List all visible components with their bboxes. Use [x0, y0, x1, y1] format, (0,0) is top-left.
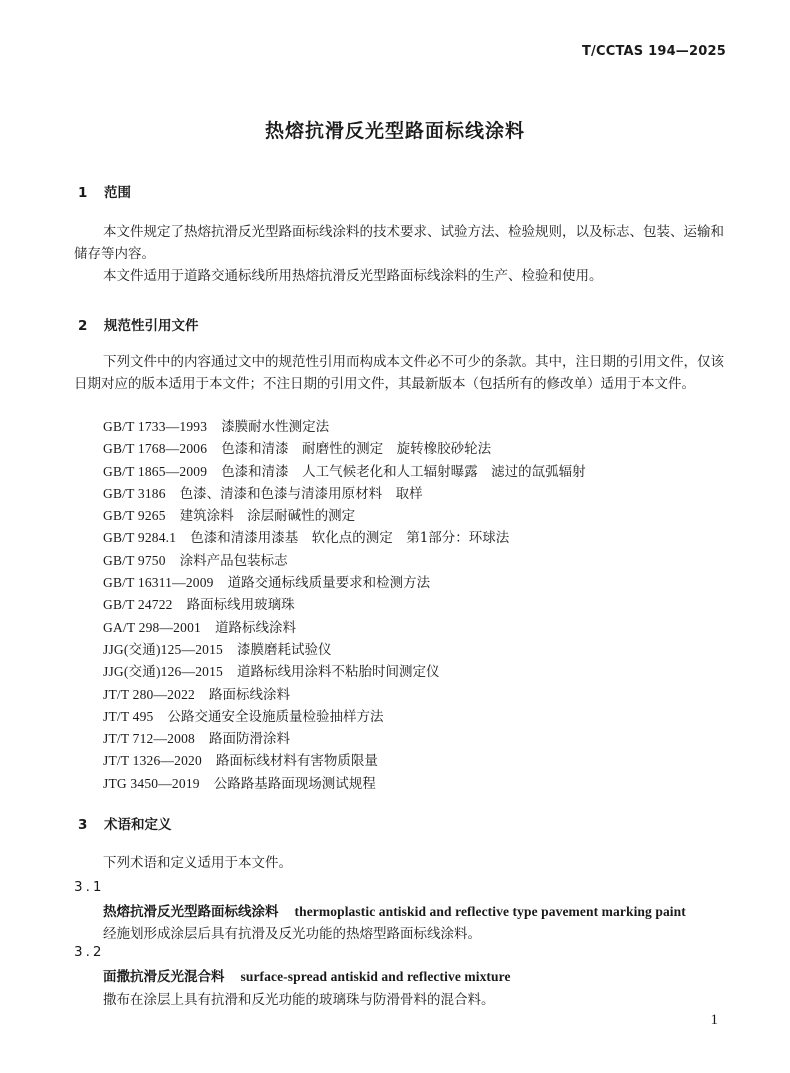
section-1-title: 范围	[104, 185, 131, 201]
reference-title: 道路标线涂料	[214, 619, 296, 636]
page-number: 1	[710, 1012, 718, 1028]
reference-code: JT/T 712—2008	[103, 731, 195, 747]
section-3-heading	[78, 813, 172, 833]
terms-intro-text: 下列术语和定义适用于本文件。	[103, 855, 292, 871]
term-english: thermoplastic antiskid and reflective type pavement marking paint	[294, 904, 686, 919]
reference-title: 漆膜磨耗试验仪	[237, 641, 332, 658]
section-1-number: 1	[78, 185, 88, 201]
term-number: 3.1	[74, 879, 105, 895]
section-1-heading	[78, 181, 131, 201]
reference-title: 路面标线材料有害物质限量	[215, 753, 378, 770]
reference-code: GB/T 9284.1	[103, 530, 177, 546]
reference-item	[103, 438, 586, 460]
section-3-number: 3	[78, 817, 88, 833]
reference-code: JT/T 495	[103, 708, 154, 724]
reference-item	[103, 527, 586, 549]
reference-title: 公路交通安全设施质量检验抽样方法	[167, 708, 384, 725]
reference-code: GB/T 3186	[103, 485, 166, 501]
reference-code: GB/T 16311—2009	[103, 575, 214, 591]
reference-title: 色漆和清漆用漆基 软化点的测定 第1部分：环球法	[190, 530, 510, 547]
term-english: surface-spread antiskid and reflective mixture	[240, 969, 511, 984]
terms-intro	[74, 852, 724, 874]
reference-item	[103, 505, 586, 527]
reference-code: GA/T 298—2001	[103, 619, 201, 635]
term-definition: 经施划形成涂层后具有抗滑及反光功能的热熔型路面标线涂料。	[103, 926, 481, 942]
reference-code: JJG(交通)126—2015	[103, 664, 223, 680]
reference-title: 路面标线用玻璃珠	[186, 597, 295, 614]
reference-list	[103, 416, 586, 795]
section-2-number: 2	[78, 318, 88, 334]
reference-code: GB/T 9750	[103, 552, 166, 568]
section-3-title: 术语和定义	[104, 817, 172, 833]
reference-title: 道路交通标线质量要求和检测方法	[227, 575, 431, 592]
reference-title: 路面防滑涂料	[208, 731, 290, 748]
reference-item	[103, 661, 586, 683]
reference-title: 色漆和清漆 耐磨性的测定 旋转橡胶砂轮法	[221, 441, 492, 458]
reference-item	[103, 461, 586, 483]
standard-code: T/CCTAS 194—2025	[581, 44, 726, 59]
reference-code: JJG(交通)125—2015	[103, 641, 223, 657]
reference-code: JT/T 1326—2020	[103, 753, 202, 769]
reference-item	[103, 750, 586, 772]
reference-code: GB/T 9265	[103, 508, 166, 524]
scope-paragraph-1-text: 本文件规定了热熔抗滑反光型路面标线涂料的技术要求、试验方法、检验规则，以及标志、包装、运输和储存等内容。	[74, 224, 724, 262]
reference-item	[103, 550, 586, 572]
reference-item	[103, 728, 586, 750]
reference-item	[103, 706, 586, 728]
term-entry	[103, 965, 511, 985]
normative-intro-text: 下列文件中的内容通过文中的规范性引用而构成本文件必不可少的条款。其中，注日期的引用文件，仅该日期对应的版本适用于本文件；不注日期的引用文件，其最新版本（包括所有的修改单）适用于本文件。	[74, 354, 724, 392]
term-definition: 撒布在涂层上具有抗滑和反光功能的玻璃珠与防滑骨料的混合料。	[103, 992, 495, 1008]
reference-item	[103, 639, 586, 661]
document-title: 热熔抗滑反光型路面标线涂料	[264, 120, 525, 142]
term-number: 3.2	[74, 944, 105, 960]
scope-paragraph-2-text: 本文件适用于道路交通标线所用热熔抗滑反光型路面标线涂料的生产、检验和使用。	[103, 268, 603, 284]
reference-code: GB/T 1733—1993	[103, 419, 208, 434]
reference-title: 色漆和清漆 人工气候老化和人工辐射曝露 滤过的氙弧辐射	[221, 463, 586, 480]
reference-item	[103, 572, 586, 594]
term-chinese: 面撒抗滑反光混合料	[103, 969, 225, 985]
section-2-heading	[78, 314, 199, 334]
reference-code: GB/T 1865—2009	[103, 463, 208, 479]
reference-code: GB/T 24722	[103, 597, 173, 613]
reference-item	[103, 416, 586, 438]
reference-title: 色漆、清漆和色漆与清漆用原材料 取样	[179, 485, 423, 502]
reference-title: 公路路基路面现场测试规程	[213, 775, 376, 792]
section-2-title: 规范性引用文件	[104, 318, 199, 334]
reference-code: JT/T 280—2022	[103, 686, 195, 702]
scope-paragraph-1	[74, 221, 724, 265]
reference-title: 路面标线涂料	[208, 686, 290, 703]
reference-item	[103, 483, 586, 505]
scope-paragraph-2	[74, 265, 724, 287]
reference-item	[103, 684, 586, 706]
reference-code: GB/T 1768—2006	[103, 441, 208, 457]
reference-item	[103, 617, 586, 639]
term-entry	[103, 900, 686, 920]
reference-item	[103, 594, 586, 616]
reference-title: 漆膜耐水性测定法	[221, 419, 330, 435]
reference-item	[103, 773, 586, 795]
reference-title: 道路标线用涂料不粘胎时间测定仪	[237, 664, 440, 681]
reference-code: JTG 3450—2019	[103, 775, 200, 791]
term-chinese: 热熔抗滑反光型路面标线涂料	[103, 904, 279, 920]
reference-title: 建筑涂料 涂层耐碱性的测定	[179, 508, 356, 525]
reference-title: 涂料产品包装标志	[179, 552, 288, 569]
normative-intro	[74, 351, 724, 395]
